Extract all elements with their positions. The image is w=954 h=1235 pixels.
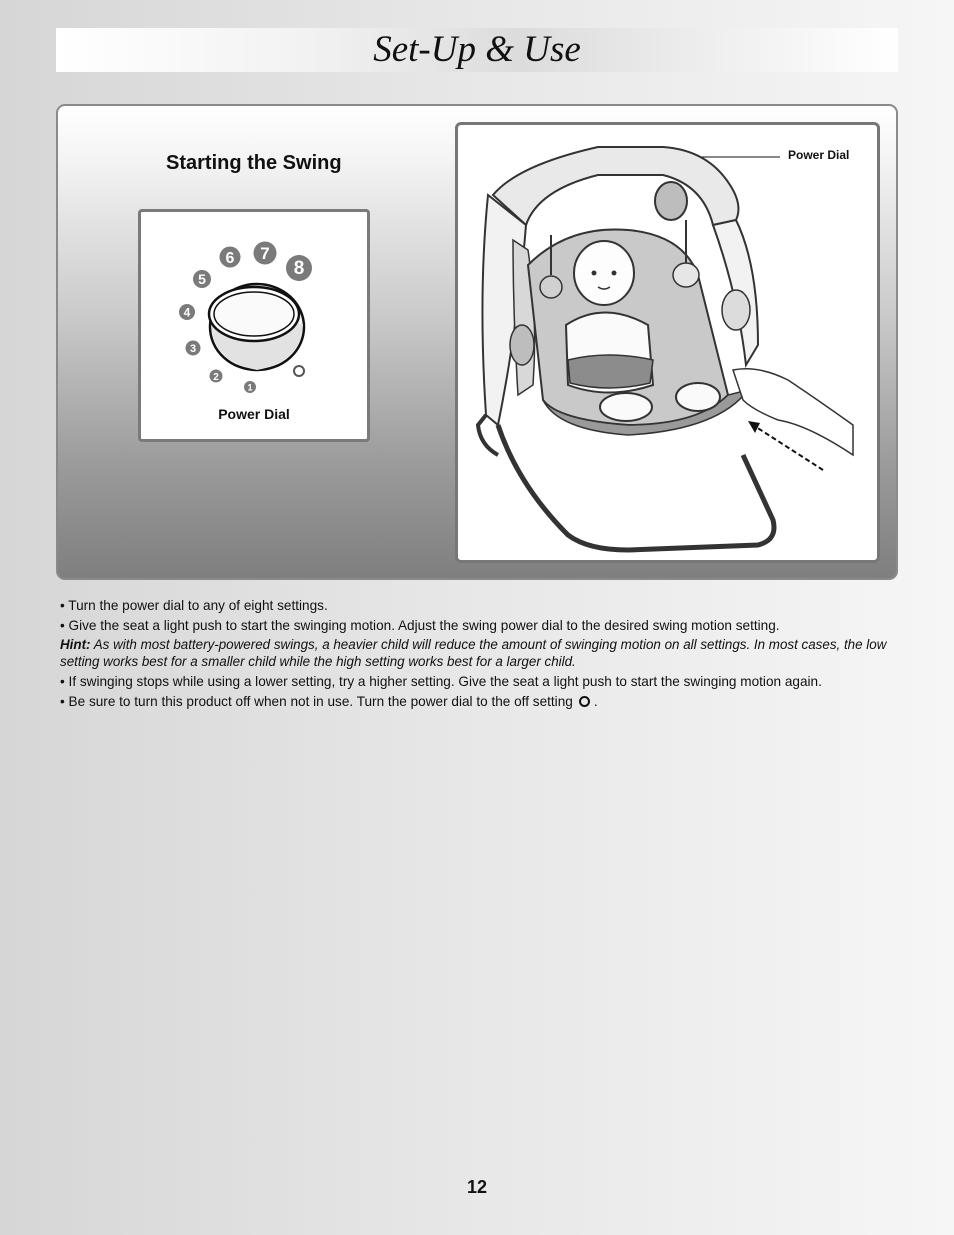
pushing-hand (733, 369, 853, 455)
dial-off-icon (294, 366, 304, 376)
svg-text:8: 8 (293, 258, 305, 279)
page-number: 12 (466, 1177, 488, 1197)
section-heading: Starting the Swing (166, 152, 342, 174)
power-dial-callout: Power Dial (788, 148, 850, 162)
instruction-bullet (60, 692, 910, 712)
baby-head (574, 241, 634, 305)
instruction-text: • Be sure to turn this product off when not in use. Turn the power dial to the off setting (60, 694, 573, 709)
hint-text: As with most battery-powered swings, a heavier child will reduce the amount of swinging motion on all settings. In most cases, the low setting works best for a smaller child while the high setting works best for a larger child. (60, 637, 887, 669)
svg-text:2: 2 (213, 372, 219, 383)
dial-setting-6 (220, 247, 241, 268)
power-dial-illustration (141, 212, 367, 439)
svg-text:7: 7 (260, 244, 270, 263)
title-bar (56, 28, 898, 72)
dial-setting-1 (244, 381, 256, 393)
instruction-bullet: • Turn the power dial to any of eight settings. (60, 598, 328, 613)
swing-arch (493, 147, 738, 225)
seat-belt (568, 355, 653, 388)
dial-face-inner (214, 292, 294, 336)
instructions (60, 596, 910, 712)
dial-caption: Power Dial (218, 406, 290, 422)
dial-setting-5 (193, 270, 211, 288)
instruction-bullet: • If swinging stops while using a lower setting, try a higher setting. Give the seat a light push to start the swinging motion again. (60, 674, 822, 689)
dial-setting-4 (179, 304, 195, 320)
hanging-ring-toy (540, 276, 562, 298)
dial-setting-8 (286, 255, 312, 281)
svg-text:6: 6 (225, 250, 235, 267)
instruction-bullet: • Give the seat a light push to start the swinging motion. Adjust the swing power dial to the desired swing motion setting. (60, 618, 780, 633)
svg-text:3: 3 (189, 343, 197, 355)
illustration-panel (56, 104, 898, 580)
dial-setting-7 (254, 242, 277, 265)
arch-mirror (655, 182, 687, 220)
svg-text:1: 1 (247, 382, 253, 393)
hint-paragraph (60, 636, 910, 670)
dial-setting-3 (186, 341, 201, 356)
hanging-toy (673, 263, 699, 287)
off-setting-icon (579, 696, 590, 707)
swing-illustration (458, 125, 877, 560)
instruction-period: . (593, 694, 598, 709)
svg-text:5: 5 (198, 271, 206, 287)
swing-figure (455, 122, 880, 563)
hint-label: Hint: (60, 637, 91, 652)
svg-text:4: 4 (183, 305, 191, 320)
dial-setting-2 (210, 370, 223, 384)
page-title: Set-Up & Use (373, 29, 581, 70)
swing-base (498, 425, 774, 550)
power-dial-figure (138, 209, 370, 442)
